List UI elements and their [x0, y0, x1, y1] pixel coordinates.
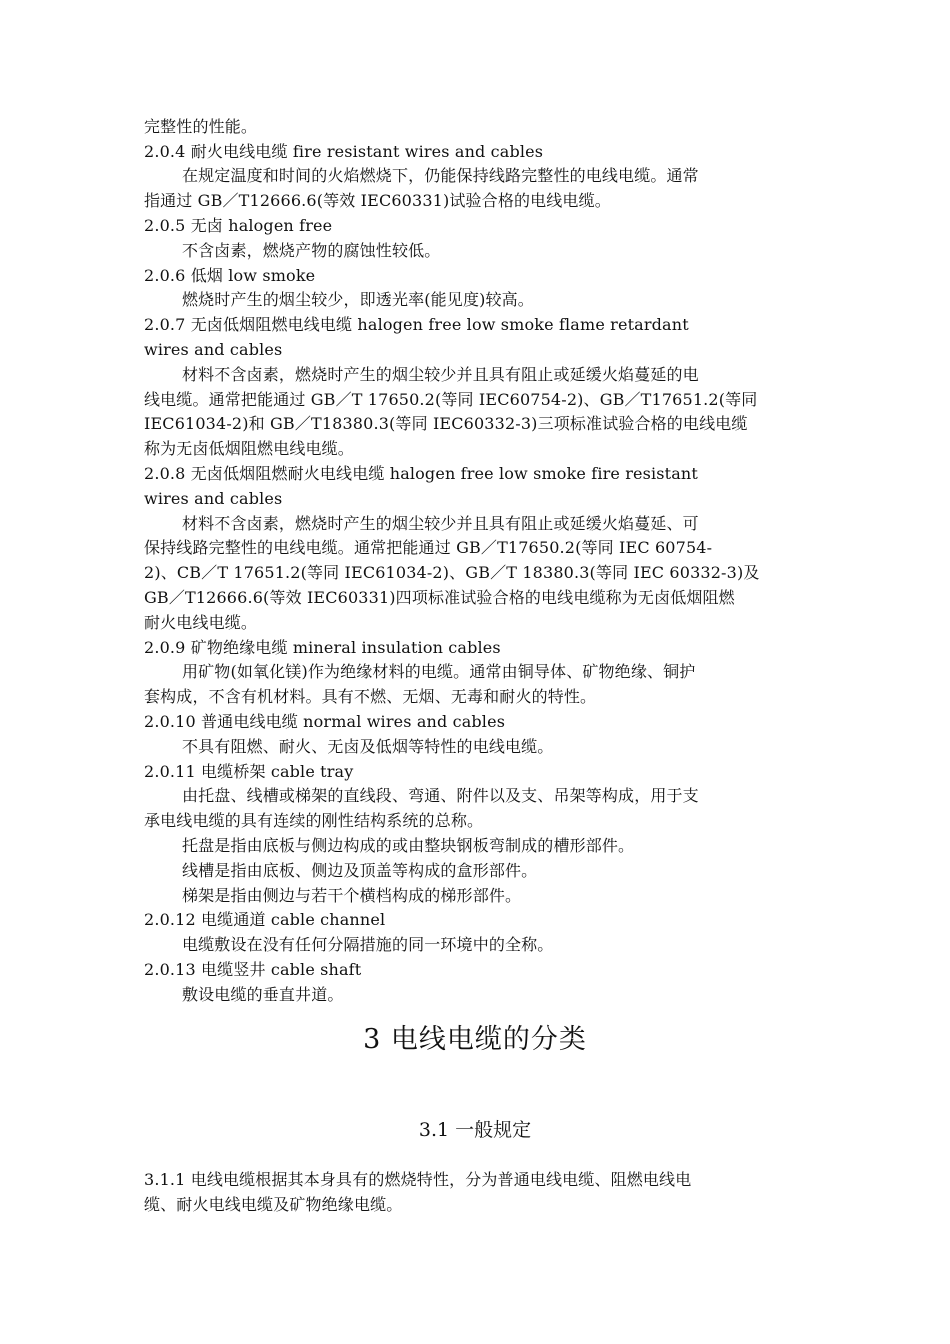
text-line: IEC61034-2)和 GB／T18380.3(等同 IEC60332-3)三项标准试验合格的电线电缆 — [144, 414, 748, 433]
text-line: 材料不含卤素，燃烧时产生的烟尘较少并且具有阻止或延缓火焰蔓延的电 — [182, 365, 699, 384]
text-line: 敷设电缆的垂直井道。 — [182, 985, 344, 1004]
text-line: 在规定温度和时间的火焰燃烧下，仍能保持线路完整性的电线电缆。通常 — [182, 166, 699, 185]
text-line: 线电缆。通常把能通过 GB／T 17650.2(等同 IEC60754-2)、GB／T17651.2(等同 — [144, 390, 758, 409]
clause-heading-continued: wires and cables — [144, 340, 283, 359]
clause-heading: 2.0.4 耐火电线电缆 fire resistant wires and cables — [144, 142, 544, 161]
text-line: 托盘是指由底板与侧边构成的或由整块钢板弯制成的槽形部件。 — [182, 836, 635, 855]
clause-heading: 2.0.12 电缆通道 cable channel — [144, 910, 386, 929]
clause-heading: 2.0.13 电缆竖井 cable shaft — [144, 960, 362, 979]
clause-heading: 2.0.7 无卤低烟阻燃电线电缆 halogen free low smoke flame retardant — [144, 315, 689, 334]
text-line: 不具有阻燃、耐火、无卤及低烟等特性的电线电缆。 — [182, 737, 554, 756]
text-line: 用矿物(如氧化镁)作为绝缘材料的电缆。通常由铜导体、矿物绝缘、铜护 — [182, 662, 696, 681]
clause-heading: 2.0.8 无卤低烟阻燃耐火电线电缆 halogen free low smoke fire resistant — [144, 464, 698, 483]
clause-text: 缆、耐火电线电缆及矿物绝缘电缆。 — [144, 1195, 403, 1214]
text-line: 保持线路完整性的电线电缆。通常把能通过 GB／T17650.2(等同 IEC 60754- — [144, 538, 713, 557]
text-line: 完整性的性能。 — [144, 117, 258, 136]
text-line: 由托盘、线槽或梯架的直线段、弯通、附件以及支、吊架等构成，用于支 — [182, 786, 699, 805]
text-line: 耐火电线电缆。 — [144, 613, 258, 632]
clause-heading: 2.0.11 电缆桥架 cable tray — [144, 762, 354, 781]
text-line: 不含卤素，燃烧产物的腐蚀性较低。 — [182, 241, 441, 260]
section-heading: 3.1 一般规定 — [418, 1119, 532, 1141]
text-line: 燃烧时产生的烟尘较少，即透光率(能见度)较高。 — [182, 290, 534, 309]
text-line: 2)、CB／T 17651.2(等同 IEC61034-2)、GB／T 18380.3(等同 IEC 60332-3)及 — [144, 563, 760, 582]
text-line: 套构成，不含有机材料。具有不燃、无烟、无毒和耐火的特性。 — [144, 687, 597, 706]
clause-heading: 2.0.5 无卤 halogen free — [144, 216, 333, 235]
text-line: 电缆敷设在没有任何分隔措施的同一环境中的全称。 — [182, 935, 554, 954]
text-line: 承电线电缆的具有连续的刚性结构系统的总称。 — [144, 811, 484, 830]
text-line: GB／T12666.6(等效 IEC60331)四项标准试验合格的电线电缆称为无卤低烟阻燃 — [144, 588, 735, 607]
text-line: 线槽是指由底板、侧边及顶盖等构成的盒形部件。 — [182, 861, 538, 880]
clause-heading: 2.0.6 低烟 low smoke — [144, 266, 316, 285]
clause-heading: 2.0.9 矿物绝缘电缆 mineral insulation cables — [144, 638, 501, 657]
chapter-heading: 3 电线电缆的分类 — [363, 1024, 587, 1055]
text-line: 称为无卤低烟阻燃电线电缆。 — [144, 439, 354, 458]
clause-text: 3.1.1 电线电缆根据其本身具有的燃烧特性，分为普通电线电缆、阻燃电线电 — [144, 1170, 692, 1189]
clause-heading-continued: wires and cables — [144, 489, 283, 508]
text-line: 材料不含卤素，燃烧时产生的烟尘较少并且具有阻止或延缓火焰蔓延、可 — [182, 514, 699, 533]
text-line: 梯架是指由侧边与若干个横档构成的梯形部件。 — [182, 886, 522, 905]
clause-heading: 2.0.10 普通电线电缆 normal wires and cables — [144, 712, 506, 731]
text-line: 指通过 GB／T12666.6(等效 IEC60331)试验合格的电线电缆。 — [144, 191, 611, 210]
